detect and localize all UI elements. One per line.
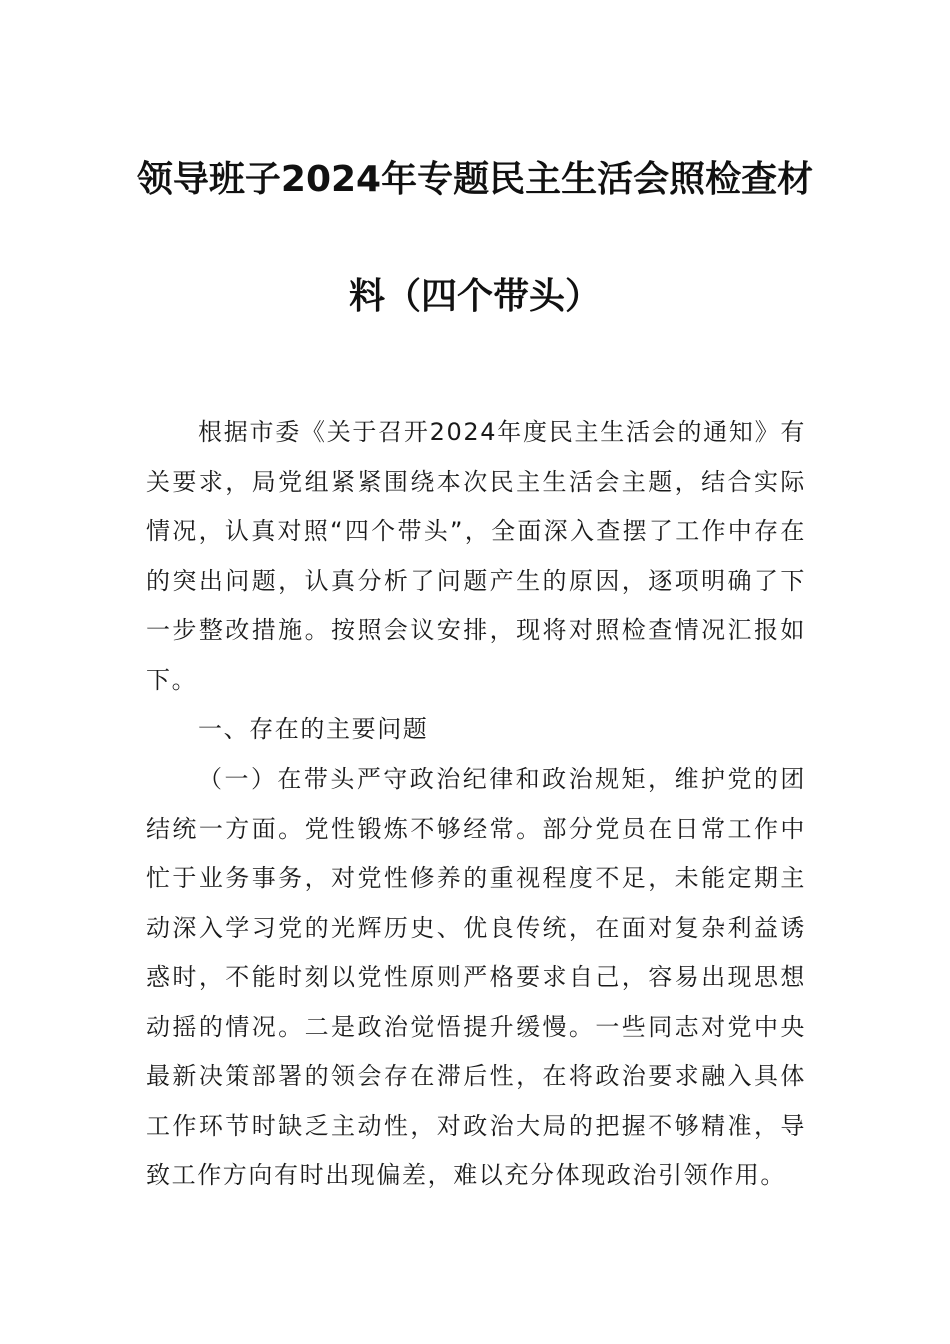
document-title-line-2: 料（四个带头） bbox=[348, 276, 601, 317]
intro-paragraph-text: 根据市委《关于召开2024年度民主生活会的通知》有关要求，局党组紧紧围绕本次民主生活会主题，结合实际情况，认真对照“四个带头”，全面深入查摆了工作中存在的突出问题，认真分析了问题产生的原因，逐项明确了下一步整改措施。按照会议安排，现将对照检查情况汇报如下。 bbox=[146, 418, 806, 694]
section-heading bbox=[146, 705, 806, 755]
section-heading-text: 一、存在的主要问题 bbox=[198, 715, 429, 743]
document-title-line-1: 领导班子2024年专题民主生活会照检查材 bbox=[136, 159, 814, 200]
intro-paragraph bbox=[146, 408, 806, 705]
section-paragraph-text: （一）在带头严守政治纪律和政治规矩，维护党的团结统一方面。党性锻炼不够经常。部分党员在日常工作中忙于业务事务，对党性修养的重视程度不足，未能定期主动深入学习党的光辉历史、优良传统，在面对复杂利益诱惑时，不能时刻以党性原则严格要求自己，容易出现思想动摇的情况。二是政治觉悟提升缓慢。一些同志对党中央最新决策部署的领会存在滞后性，在将政治要求融入具体工作环节时缺乏主动性，对政治大局的把握不够精准，导致工作方向有时出现偏差，难以充分体现政治引领作用。 bbox=[146, 765, 806, 1189]
section-paragraph bbox=[146, 755, 806, 1201]
